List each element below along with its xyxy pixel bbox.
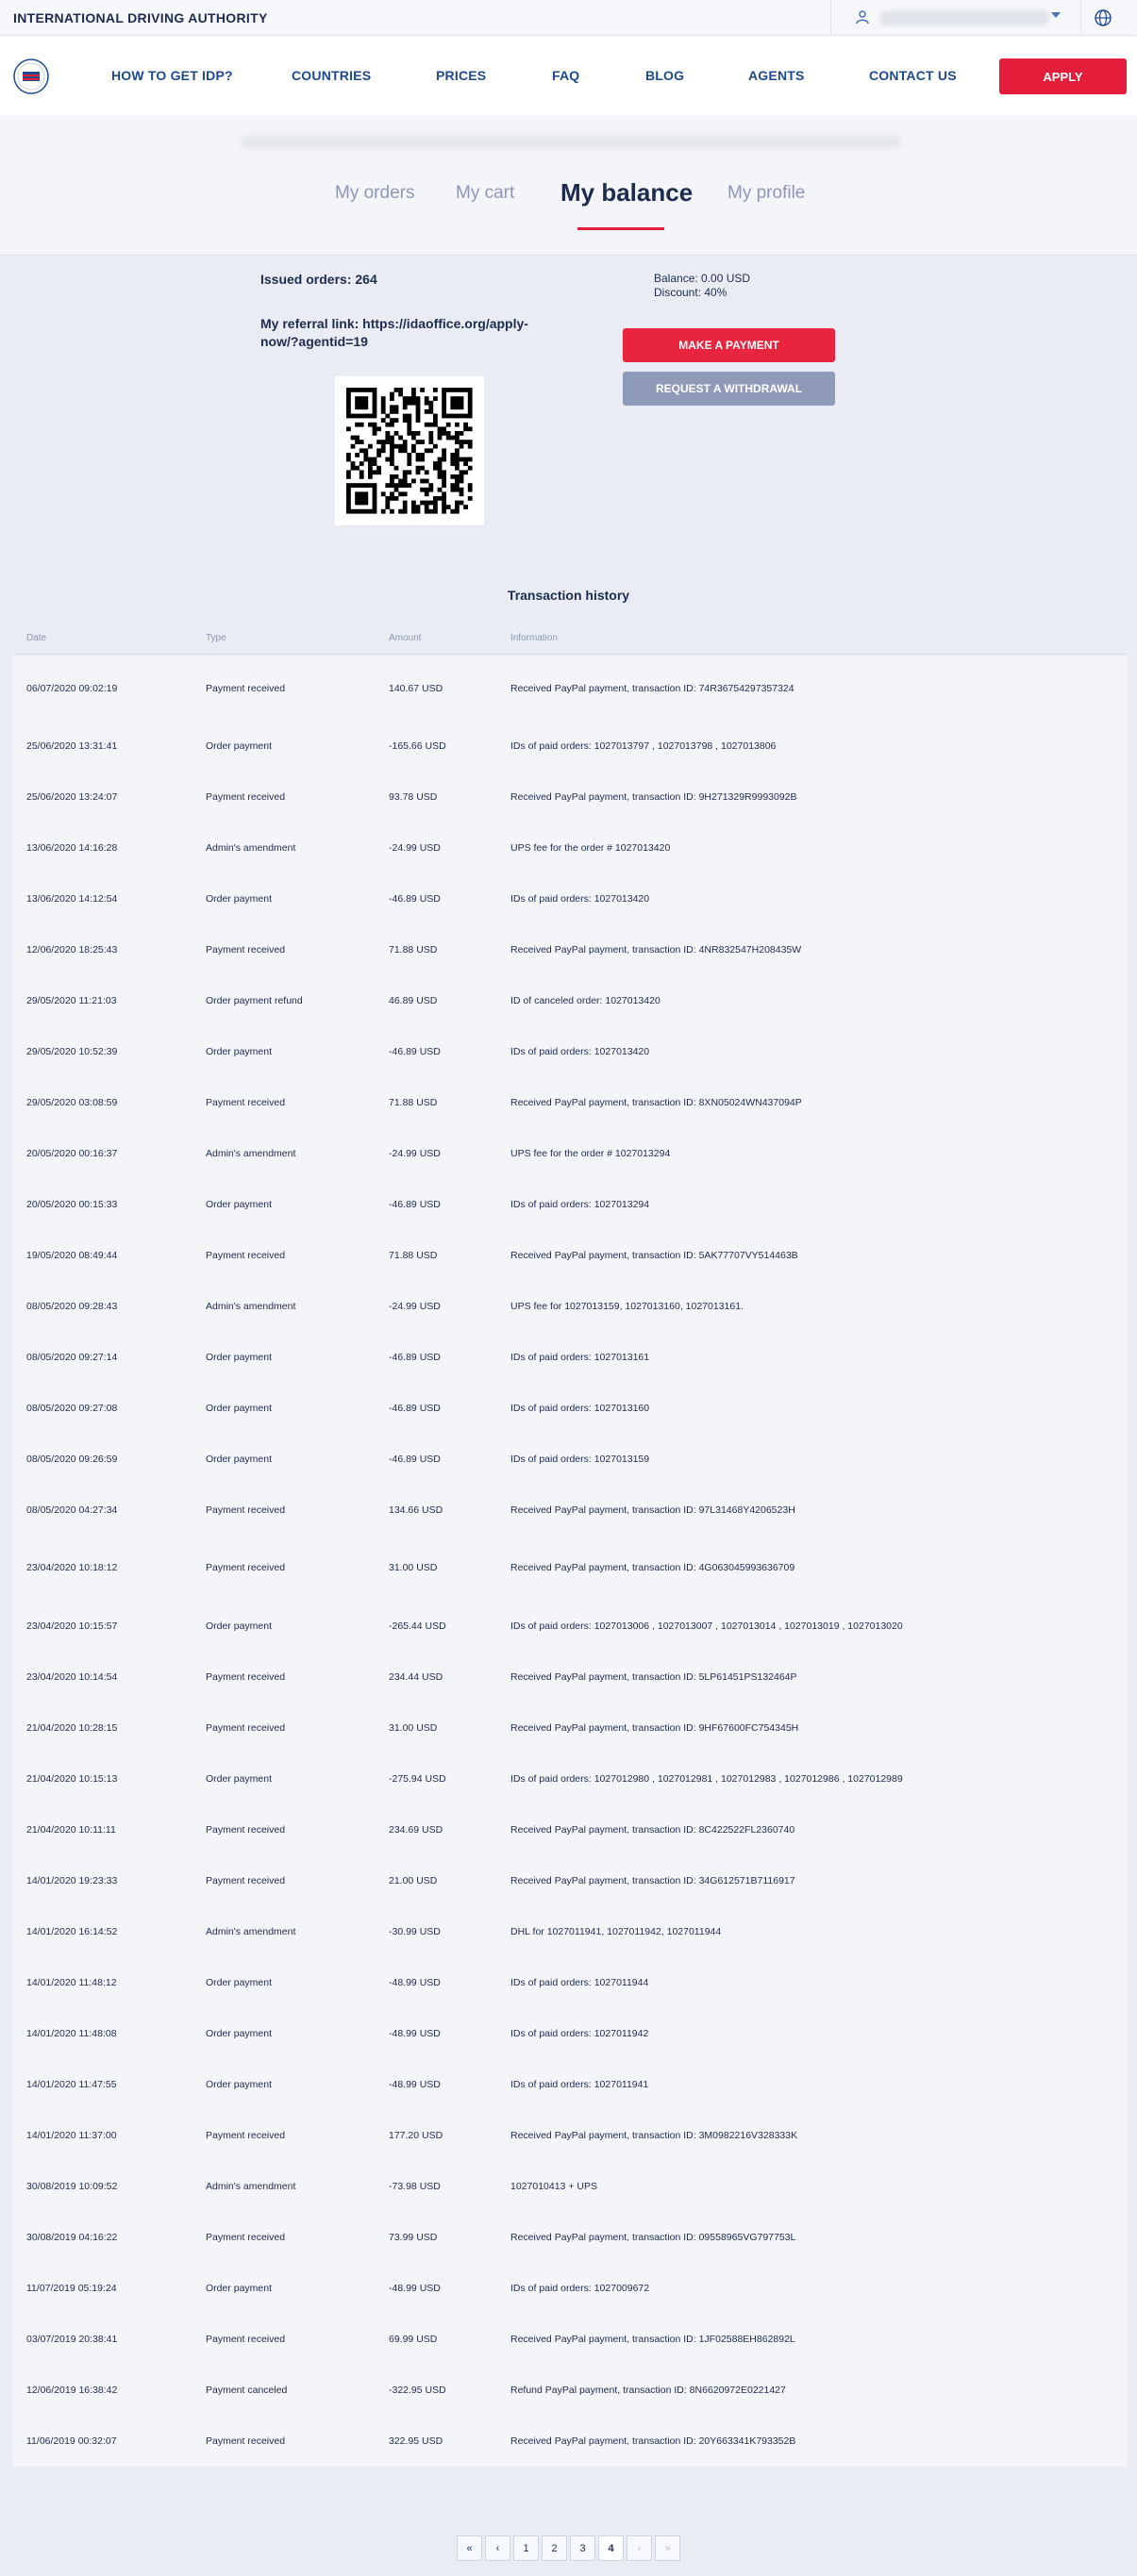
row-type: Order payment	[206, 1403, 273, 1414]
row-amount: -165.66 USD	[389, 740, 446, 752]
row-amount: -73.98 USD	[389, 2181, 441, 2192]
row-information: IDs of paid orders: 1027013006 , 1027013007 , 1027013014 , 1027013019 , 1027013020	[510, 1620, 903, 1632]
transaction-table	[13, 656, 1128, 2467]
row-date: 14/01/2020 16:14:52	[26, 1926, 118, 1937]
nav-countries[interactable]: COUNTRIES	[292, 68, 372, 83]
row-type: Order payment	[206, 1773, 273, 1785]
last-page-button[interactable]: »	[655, 2535, 680, 2561]
row-amount: 234.44 USD	[389, 1671, 443, 1683]
row-information: Received PayPal payment, transaction ID: 8XN05024WN437094P	[510, 1097, 802, 1108]
row-date: 23/04/2020 10:15:57	[26, 1620, 118, 1632]
row-type: Order payment refund	[206, 995, 303, 1006]
table-row	[13, 2070, 1128, 2099]
column-header-amount[interactable]: Amount	[389, 633, 422, 643]
row-amount: -24.99 USD	[389, 1301, 441, 1312]
table-row	[13, 885, 1128, 913]
row-information: IDs of paid orders: 1027013294	[510, 1199, 650, 1210]
prev-page-button[interactable]: ‹	[485, 2535, 510, 2561]
row-amount: -46.89 USD	[389, 1199, 441, 1210]
row-information: IDs of paid orders: 1027013160	[510, 1403, 650, 1414]
row-information: IDs of paid orders: 1027012980 , 1027012981 , 1027012983 , 1027012986 , 1027012989	[510, 1773, 903, 1785]
apply-button[interactable]: APPLY	[999, 58, 1127, 94]
row-date: 14/01/2020 11:48:08	[26, 2028, 117, 2039]
row-date: 08/05/2020 09:26:59	[26, 1454, 118, 1465]
row-type: Order payment	[206, 1046, 273, 1057]
tab-my-cart[interactable]: My cart	[456, 183, 515, 203]
row-date: 13/06/2020 14:16:28	[26, 842, 118, 854]
row-type: Payment received	[206, 1562, 286, 1573]
row-date: 21/04/2020 10:11:11	[26, 1824, 116, 1836]
row-information: Received PayPal payment, transaction ID: 9HF67600FC754345H	[510, 1722, 799, 1734]
row-information: UPS fee for 1027013159, 1027013160, 1027013161.	[510, 1301, 744, 1312]
row-date: 12/06/2020 18:25:43	[26, 944, 118, 956]
account-tabs	[0, 115, 1137, 256]
table-row	[13, 2121, 1128, 2150]
table-row	[13, 1139, 1128, 1168]
row-type: Admin's amendment	[206, 1301, 296, 1312]
row-amount: -48.99 USD	[389, 2283, 441, 2294]
nav-faq[interactable]: FAQ	[552, 68, 580, 83]
row-type: Order payment	[206, 1352, 273, 1363]
row-amount: -48.99 USD	[389, 2028, 441, 2039]
row-date: 14/01/2020 11:47:55	[26, 2079, 117, 2090]
table-row	[13, 1867, 1128, 1895]
row-amount: -265.44 USD	[389, 1620, 446, 1632]
divider	[830, 0, 831, 36]
row-type: Admin's amendment	[206, 1148, 296, 1159]
discount-value: Discount: 40%	[654, 286, 727, 299]
row-date: 23/04/2020 10:14:54	[26, 1671, 118, 1683]
row-type: Order payment	[206, 2079, 273, 2090]
transaction-history-title: Transaction history	[507, 588, 630, 603]
row-date: 29/05/2020 11:21:03	[26, 995, 117, 1006]
table-row	[13, 1714, 1128, 1742]
row-information: Received PayPal payment, transaction ID: 4G063045993636709	[510, 1562, 795, 1573]
referral-link[interactable]: My referral link: https://idaoffice.org/apply-now/?agentid=19	[260, 316, 528, 349]
row-date: 14/01/2020 11:37:00	[26, 2130, 117, 2141]
row-date: 06/07/2020 09:02:19	[26, 683, 118, 694]
table-row	[13, 674, 1128, 703]
row-amount: 31.00 USD	[389, 1722, 438, 1734]
make-payment-button[interactable]: MAKE A PAYMENT	[623, 328, 835, 362]
row-information: UPS fee for the order # 1027013420	[510, 842, 671, 854]
balance-section	[0, 256, 1137, 536]
row-amount: 234.69 USD	[389, 1824, 443, 1836]
row-date: 21/04/2020 10:15:13	[26, 1773, 118, 1785]
row-amount: 177.20 USD	[389, 2130, 443, 2141]
ida-logo[interactable]	[13, 58, 49, 94]
row-date: 11/07/2019 05:19:24	[26, 2283, 117, 2294]
row-date: 29/05/2020 03:08:59	[26, 1097, 118, 1108]
table-row	[13, 1089, 1128, 1117]
row-date: 19/05/2020 08:49:44	[26, 1250, 118, 1261]
row-type: Payment received	[206, 2435, 286, 2447]
row-type: Admin's amendment	[206, 1926, 296, 1937]
row-amount: 71.88 USD	[389, 944, 438, 956]
row-date: 30/08/2019 04:16:22	[26, 2232, 118, 2243]
row-amount: -322.95 USD	[389, 2385, 446, 2396]
nav-how-to-get-idp[interactable]: HOW TO GET IDP?	[111, 68, 233, 83]
row-amount: -48.99 USD	[389, 1977, 441, 1988]
row-date: 11/06/2019 00:32:07	[26, 2435, 117, 2447]
row-type: Admin's amendment	[206, 2181, 296, 2192]
row-type: Order payment	[206, 740, 273, 752]
nav-prices[interactable]: PRICES	[436, 68, 487, 83]
row-type: Order payment	[206, 1977, 273, 1988]
next-page-button[interactable]: ›	[627, 2535, 652, 2561]
divider	[1080, 0, 1081, 36]
row-type: Payment received	[206, 944, 286, 956]
row-type: Payment received	[206, 683, 286, 694]
row-date: 13/06/2020 14:12:54	[26, 893, 118, 905]
table-row	[13, 1918, 1128, 1946]
row-type: Payment received	[206, 1824, 286, 1836]
referral-qr-code	[335, 376, 484, 525]
column-header-date[interactable]: Date	[26, 633, 47, 643]
table-row	[13, 1241, 1128, 1270]
table-row	[13, 1663, 1128, 1691]
table-row	[13, 1554, 1128, 1582]
row-amount: 31.00 USD	[389, 1562, 438, 1573]
row-type: Order payment	[206, 893, 273, 905]
table-row	[13, 2019, 1128, 2048]
row-type: Payment received	[206, 2130, 286, 2141]
row-information: UPS fee for the order # 1027013294	[510, 1148, 671, 1159]
main-navigation	[0, 36, 1137, 115]
first-page-button[interactable]: «	[457, 2535, 482, 2561]
row-amount: 71.88 USD	[389, 1097, 438, 1108]
row-type: Payment received	[206, 2334, 286, 2345]
row-date: 20/05/2020 00:15:33	[26, 1199, 118, 1210]
row-date: 08/05/2020 04:27:34	[26, 1504, 118, 1516]
balance-amount: Balance: 0.00 USD	[654, 272, 751, 285]
row-date: 23/04/2020 10:18:12	[26, 1562, 118, 1573]
nav-contact-us[interactable]: CONTACT US	[869, 68, 957, 83]
row-date: 14/01/2020 11:48:12	[26, 1977, 117, 1988]
row-information: Received PayPal payment, transaction ID: 5LP61451PS132464P	[510, 1671, 797, 1683]
row-amount: 71.88 USD	[389, 1250, 438, 1261]
row-information: Received PayPal payment, transaction ID: 97L31468Y4206523H	[510, 1504, 795, 1516]
chevron-down-icon[interactable]	[1051, 12, 1061, 18]
page-button[interactable]: 2	[542, 2535, 567, 2561]
table-row	[13, 2376, 1128, 2404]
row-amount: -46.89 USD	[389, 1046, 441, 1057]
row-information: Received PayPal payment, transaction ID: 20Y663341K793352B	[510, 2435, 796, 2447]
row-information: Received PayPal payment, transaction ID: 5AK77707VY514463B	[510, 1250, 798, 1261]
row-information: IDs of paid orders: 1027011941	[510, 2079, 649, 2090]
table-row	[13, 1038, 1128, 1066]
nav-blog[interactable]: BLOG	[645, 68, 685, 83]
row-information: Received PayPal payment, transaction ID: 9H271329R9993092B	[510, 791, 797, 803]
row-information: IDs of paid orders: 1027013420	[510, 893, 650, 905]
column-header-information[interactable]: Information	[510, 633, 559, 643]
row-amount: -24.99 USD	[389, 842, 441, 854]
table-header	[13, 623, 1128, 655]
row-date: 08/05/2020 09:27:08	[26, 1403, 118, 1414]
row-type: Order payment	[206, 2028, 273, 2039]
row-amount: -24.99 USD	[389, 1148, 441, 1159]
row-amount: -30.99 USD	[389, 1926, 441, 1937]
row-information: Received PayPal payment, transaction ID: 34G612571B7116917	[510, 1875, 795, 1886]
table-row	[13, 1343, 1128, 1371]
row-information: IDs of paid orders: 1027013420	[510, 1046, 650, 1057]
row-amount: 134.66 USD	[389, 1504, 443, 1516]
row-type: Admin's amendment	[206, 842, 296, 854]
row-date: 25/06/2020 13:24:07	[26, 791, 118, 803]
row-amount: 21.00 USD	[389, 1875, 438, 1886]
row-amount: 322.95 USD	[389, 2435, 443, 2447]
table-row	[13, 2172, 1128, 2201]
table-row	[13, 2325, 1128, 2353]
row-type: Order payment	[206, 1620, 273, 1632]
account-dropdown[interactable]	[879, 10, 1049, 25]
row-amount: -48.99 USD	[389, 2079, 441, 2090]
table-row	[13, 2274, 1128, 2302]
row-information: IDs of paid orders: 1027013797 , 1027013798 , 1027013806	[510, 740, 777, 752]
user-icon[interactable]	[855, 9, 870, 25]
table-row	[13, 1816, 1128, 1844]
row-date: 03/07/2019 20:38:41	[26, 2334, 118, 2345]
table-row	[13, 2223, 1128, 2252]
row-amount: 46.89 USD	[389, 995, 438, 1006]
pagination	[457, 2535, 680, 2561]
row-information: 1027010413 + UPS	[510, 2181, 597, 2192]
row-type: Payment received	[206, 791, 286, 803]
table-row	[13, 1496, 1128, 1524]
row-information: Received PayPal payment, transaction ID: 3M0982216V328333K	[510, 2130, 798, 2141]
current-page-button[interactable]: 4	[598, 2535, 624, 2561]
row-information: Received PayPal payment, transaction ID: 09558965VG797753L	[510, 2232, 796, 2243]
table-row	[13, 1612, 1128, 1640]
row-type: Payment received	[206, 1875, 286, 1886]
row-amount: -275.94 USD	[389, 1773, 446, 1785]
row-type: Order payment	[206, 2283, 273, 2294]
table-row	[13, 1765, 1128, 1793]
row-amount: -46.89 USD	[389, 1454, 441, 1465]
nav-agents[interactable]: AGENTS	[748, 68, 805, 83]
row-type: Payment received	[206, 2232, 286, 2243]
table-row	[13, 783, 1128, 811]
request-withdrawal-button[interactable]: REQUEST A WITHDRAWAL	[623, 372, 835, 406]
row-information: IDs of paid orders: 1027011942	[510, 2028, 649, 2039]
row-type: Order payment	[206, 1199, 273, 1210]
row-date: 14/01/2020 19:23:33	[26, 1875, 118, 1886]
row-type: Payment received	[206, 1250, 286, 1261]
globe-icon[interactable]	[1094, 8, 1112, 27]
table-row	[13, 1445, 1128, 1473]
table-row	[13, 732, 1128, 760]
row-information: Received PayPal payment, transaction ID: 74R36754297357324	[510, 683, 794, 694]
row-amount: 73.99 USD	[389, 2232, 438, 2243]
column-header-type[interactable]: Type	[206, 633, 226, 643]
tab-my-orders[interactable]: My orders	[335, 183, 415, 203]
row-date: 08/05/2020 09:28:43	[26, 1301, 118, 1312]
row-date: 12/06/2019 16:38:42	[26, 2385, 118, 2396]
row-information: IDs of paid orders: 1027009672	[510, 2283, 650, 2294]
row-amount: -46.89 USD	[389, 1352, 441, 1363]
row-type: Payment received	[206, 1671, 286, 1683]
table-row	[13, 1394, 1128, 1422]
row-information: Received PayPal payment, transaction ID: 1JF02588EH862892L	[510, 2334, 795, 2345]
row-information: Received PayPal payment, transaction ID: 4NR832547H208435W	[510, 944, 802, 956]
row-type: Payment received	[206, 1097, 286, 1108]
table-row	[13, 2427, 1128, 2455]
page-button[interactable]: 3	[570, 2535, 595, 2561]
table-row	[13, 834, 1128, 862]
table-row	[13, 936, 1128, 964]
tab-my-balance[interactable]: My balance	[560, 178, 694, 207]
row-amount: 69.99 USD	[389, 2334, 438, 2345]
row-information: IDs of paid orders: 1027013161	[510, 1352, 650, 1363]
table-row	[13, 1190, 1128, 1219]
row-amount: 93.78 USD	[389, 791, 438, 803]
row-information: IDs of paid orders: 1027011944	[510, 1977, 649, 1988]
row-date: 25/06/2020 13:31:41	[26, 740, 118, 752]
row-date: 08/05/2020 09:27:14	[26, 1352, 118, 1363]
row-information: IDs of paid orders: 1027013159	[510, 1454, 650, 1465]
row-information: DHL for 1027011941, 1027011942, 1027011944	[510, 1926, 722, 1937]
table-row	[13, 987, 1128, 1015]
table-row	[13, 1969, 1128, 1997]
row-information: ID of canceled order: 1027013420	[510, 995, 660, 1006]
row-amount: -46.89 USD	[389, 893, 441, 905]
brand-name: INTERNATIONAL DRIVING AUTHORITY	[13, 9, 268, 25]
row-date: 21/04/2020 10:28:15	[26, 1722, 118, 1734]
row-type: Payment received	[206, 1504, 286, 1516]
row-amount: 140.67 USD	[389, 683, 443, 694]
active-tab-indicator	[577, 227, 664, 230]
issued-orders: Issued orders: 264	[260, 272, 377, 287]
tab-my-profile[interactable]: My profile	[727, 183, 806, 203]
top-bar	[0, 0, 1137, 36]
row-type: Payment received	[206, 1722, 286, 1734]
row-amount: -46.89 USD	[389, 1403, 441, 1414]
row-type: Payment canceled	[206, 2385, 288, 2396]
blurred-banner	[241, 136, 901, 149]
row-date: 29/05/2020 10:52:39	[26, 1046, 118, 1057]
row-information: Received PayPal payment, transaction ID: 8C422522FL2360740	[510, 1824, 795, 1836]
row-type: Order payment	[206, 1454, 273, 1465]
balance-info	[654, 272, 750, 300]
table-row	[13, 1292, 1128, 1321]
page-button[interactable]: 1	[513, 2535, 539, 2561]
row-date: 20/05/2020 00:16:37	[26, 1148, 118, 1159]
row-date: 30/08/2019 10:09:52	[26, 2181, 118, 2192]
row-information: Refund PayPal payment, transaction ID: 8N6620972E0221427	[510, 2385, 786, 2396]
